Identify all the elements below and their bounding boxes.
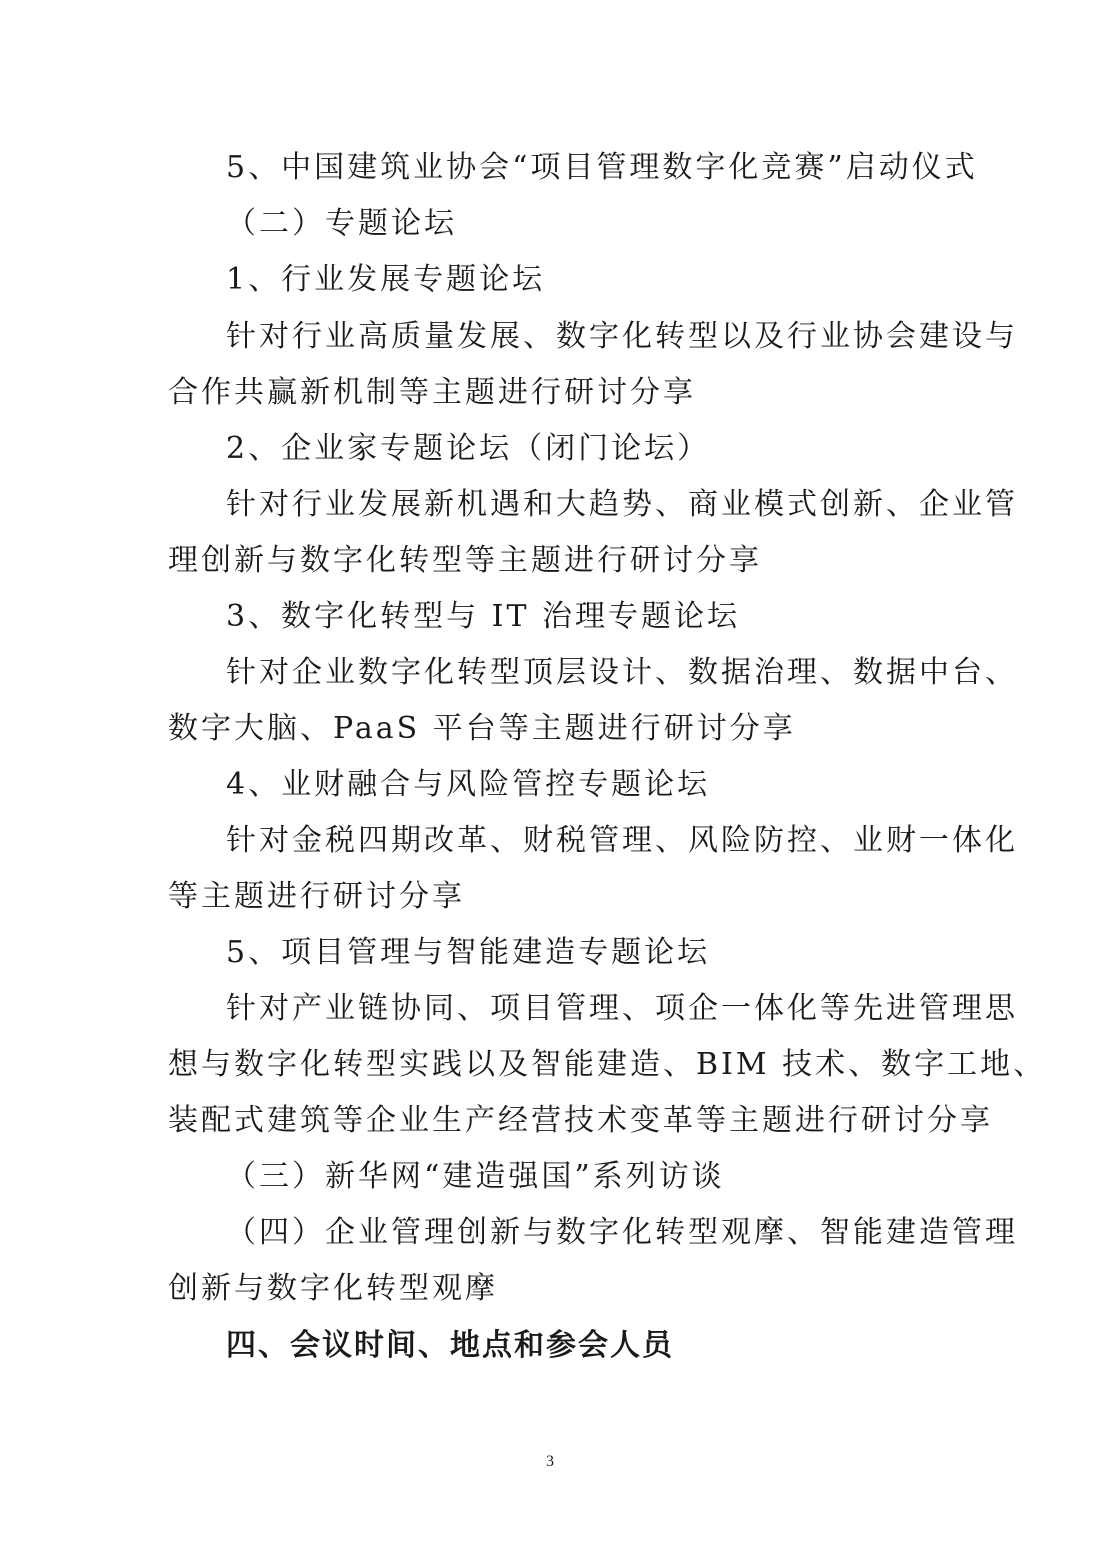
list-item-launch-ceremony: 5、中国建筑业协会“项目管理数字化竞赛”启动仪式 (226, 150, 978, 185)
paragraph-line: 理创新与数字化转型等主题进行研讨分享 (168, 543, 762, 578)
paragraph-line: 合作共赢新机制等主题进行研讨分享 (168, 375, 696, 410)
paragraph-line: 数字大脑、PaaS 平台等主题进行研讨分享 (168, 711, 796, 746)
paragraph-line: 装配式建筑等企业生产经营技术变革等主题进行研讨分享 (168, 1103, 993, 1138)
paragraph-line: 想与数字化转型实践以及智能建造、BIM 技术、数字工地、 (168, 1047, 1047, 1082)
paragraph-line: 针对行业发展新机遇和大趋势、商业模式创新、企业管 (226, 487, 1018, 522)
page-number: 3 (546, 1453, 554, 1470)
forum-title-finance-risk: 4、业财融合与风险管控专题论坛 (226, 767, 711, 802)
paragraph-line: 针对行业高质量发展、数字化转型以及行业协会建设与 (226, 319, 1018, 354)
paragraph-line: 创新与数字化转型观摩 (168, 1271, 498, 1306)
subsection-heading-forums: （二）专题论坛 (226, 206, 457, 241)
paragraph-line: 针对企业数字化转型顶层设计、数据治理、数据中台、 (226, 655, 1018, 690)
subsection-heading-observation: （四）企业管理创新与数字化转型观摩、智能建造管理 (226, 1215, 1018, 1250)
paragraph-line: 等主题进行研讨分享 (168, 879, 465, 914)
paragraph-line: 针对产业链协同、项目管理、项企一体化等先进管理思 (226, 991, 1018, 1026)
forum-title-industry: 1、行业发展专题论坛 (226, 262, 546, 297)
forum-title-entrepreneur: 2、企业家专题论坛（闭门论坛） (226, 431, 711, 466)
section-heading: 四、会议时间、地点和参会人员 (226, 1328, 674, 1363)
paragraph-line: 针对金税四期改革、财税管理、风险防控、业财一体化 (226, 823, 1018, 858)
forum-title-digital-it: 3、数字化转型与 IT 治理专题论坛 (226, 599, 741, 634)
forum-title-project-construction: 5、项目管理与智能建造专题论坛 (226, 935, 711, 970)
subsection-heading-interviews: （三）新华网“建造强国”系列访谈 (226, 1159, 725, 1194)
